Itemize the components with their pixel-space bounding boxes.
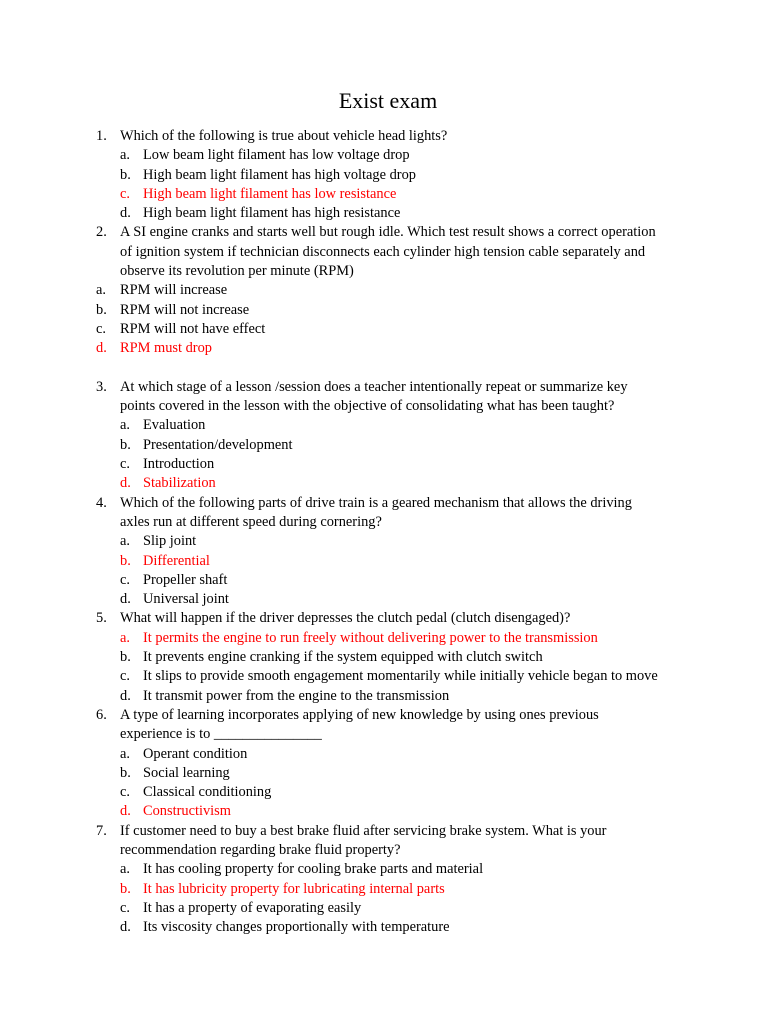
option-4a	[0, 532, 768, 551]
option-text: Operant condition	[143, 745, 248, 762]
option-4b-correct	[0, 552, 768, 571]
option-letter: c.	[120, 784, 130, 801]
question-6-line-1	[0, 706, 768, 725]
option-letter: c.	[96, 320, 106, 337]
option-letter: b.	[120, 649, 131, 666]
question-number: 4.	[96, 494, 107, 511]
option-letter: c.	[120, 571, 130, 588]
question-4-line-2	[0, 513, 768, 532]
option-text: Universal joint	[143, 591, 229, 608]
question-number: 5.	[96, 610, 107, 627]
option-letter: a.	[96, 282, 106, 299]
option-2b	[0, 301, 768, 320]
option-text: Its viscosity changes proportionally with temperature	[143, 919, 450, 936]
option-letter: a.	[120, 745, 130, 762]
question-text: Which of the following parts of drive train is a geared mechanism that allows the driving	[120, 494, 632, 511]
question-5-line-1	[0, 609, 768, 628]
option-text: Introduction	[143, 456, 215, 473]
option-text: It prevents engine cranking if the system equipped with clutch switch	[143, 649, 543, 666]
question-number: 2.	[96, 224, 107, 241]
option-text: Social learning	[143, 764, 230, 781]
option-text: Differential	[143, 552, 210, 569]
option-letter: b.	[120, 764, 131, 781]
option-1c-correct	[0, 185, 768, 204]
question-number: 7.	[96, 822, 107, 839]
question-text: recommendation regarding brake fluid property?	[120, 841, 401, 858]
option-6a	[0, 745, 768, 764]
option-text: It has lubricity property for lubricating internal parts	[143, 880, 445, 897]
option-5b	[0, 648, 768, 667]
option-text: It slips to provide smooth engagement momentarily while initially vehicle began to move	[143, 668, 658, 685]
option-text: Low beam light filament has low voltage drop	[143, 147, 410, 164]
option-7a	[0, 860, 768, 879]
question-7-line-1	[0, 822, 768, 841]
option-6d-correct	[0, 802, 768, 821]
option-3d-correct	[0, 474, 768, 493]
option-text: Evaluation	[143, 417, 206, 434]
option-letter: d.	[120, 803, 131, 820]
option-letter: c.	[120, 899, 130, 916]
option-letter: d.	[120, 591, 131, 608]
question-3-line-1	[0, 378, 768, 397]
question-number: 3.	[96, 378, 107, 395]
option-letter: d.	[120, 475, 131, 492]
option-text: Propeller shaft	[143, 571, 228, 588]
question-list	[0, 127, 768, 937]
option-letter: a.	[120, 417, 130, 434]
option-6c	[0, 783, 768, 802]
question-text: observe its revolution per minute (RPM)	[120, 263, 354, 280]
option-letter: b.	[96, 301, 107, 318]
option-text: Constructivism	[143, 803, 231, 820]
option-text: High beam light filament has high resistance	[143, 205, 401, 222]
option-letter: c.	[120, 456, 130, 473]
option-text: High beam light filament has low resistance	[143, 185, 397, 202]
option-2d-correct	[0, 339, 768, 358]
question-text: What will happen if the driver depresses the clutch pedal (clutch disengaged)?	[120, 610, 571, 627]
option-3c	[0, 455, 768, 474]
option-text: High beam light filament has high voltage drop	[143, 166, 416, 183]
question-number: 1.	[96, 128, 107, 144]
option-1d	[0, 204, 768, 223]
option-text: Slip joint	[143, 533, 197, 550]
option-3b	[0, 436, 768, 455]
option-letter: a.	[120, 147, 130, 164]
question-1-line-1	[0, 127, 768, 146]
option-letter: d.	[120, 919, 131, 936]
option-letter: c.	[120, 185, 130, 202]
option-letter: a.	[120, 629, 130, 646]
question-3-line-2	[0, 397, 768, 416]
option-letter: b.	[120, 166, 131, 183]
question-2-line-2	[0, 243, 768, 262]
option-5c	[0, 667, 768, 686]
option-2a	[0, 281, 768, 300]
question-text: A SI engine cranks and starts well but rough idle. Which test result shows a correct operation	[120, 224, 656, 241]
option-text: It permits the engine to run freely without delivering power to the transmission	[143, 629, 598, 646]
option-text: Stabilization	[143, 475, 216, 492]
question-2-line-1	[0, 223, 768, 242]
option-4c	[0, 571, 768, 590]
question-2-line-3	[0, 262, 768, 281]
option-2c	[0, 320, 768, 339]
question-6-line-2	[0, 725, 768, 744]
option-letter: b.	[120, 436, 131, 453]
option-letter: a.	[120, 861, 130, 878]
option-text: RPM will not increase	[120, 301, 250, 318]
question-text: experience is to _______________	[120, 726, 322, 743]
option-text: Classical conditioning	[143, 784, 272, 801]
question-text: Which of the following is true about vehicle head lights?	[120, 128, 448, 144]
option-1a	[0, 146, 768, 165]
option-7c	[0, 899, 768, 918]
option-3a	[0, 416, 768, 435]
blank-line	[0, 359, 768, 378]
option-4d	[0, 590, 768, 609]
question-number: 6.	[96, 706, 107, 723]
option-5d	[0, 687, 768, 706]
question-text: points covered in the lesson with the objective of consolidating what has been taught?	[120, 398, 615, 415]
option-letter: d.	[96, 340, 107, 357]
question-text: A type of learning incorporates applying of new knowledge by using ones previous	[120, 706, 599, 723]
page-title: Exist exam	[338, 88, 438, 113]
option-letter: a.	[120, 533, 130, 550]
option-text: It transmit power from the engine to the transmission	[143, 687, 450, 704]
option-7b-correct	[0, 880, 768, 899]
question-text: of ignition system if technician disconnects each cylinder high tension cable separately and	[120, 243, 646, 260]
option-7d	[0, 918, 768, 937]
option-letter: c.	[120, 668, 130, 685]
question-7-line-2	[0, 841, 768, 860]
option-letter: d.	[120, 687, 131, 704]
option-text: It has a property of evaporating easily	[143, 899, 362, 916]
option-letter: b.	[120, 880, 131, 897]
option-letter: b.	[120, 552, 131, 569]
question-4-line-1	[0, 494, 768, 513]
question-text: If customer need to buy a best brake fluid after servicing brake system. What is your	[120, 822, 607, 839]
option-6b	[0, 764, 768, 783]
option-text: RPM will increase	[120, 282, 228, 299]
option-text: It has cooling property for cooling brake parts and material	[143, 861, 484, 878]
question-text: At which stage of a lesson /session does a teacher intentionally repeat or summarize key	[120, 378, 628, 395]
question-text: axles run at different speed during cornering?	[120, 513, 382, 530]
option-text: RPM will not have effect	[120, 320, 266, 337]
option-text: Presentation/development	[143, 436, 293, 453]
option-1b	[0, 166, 768, 185]
option-letter: d.	[120, 205, 131, 222]
option-text: RPM must drop	[120, 340, 212, 357]
option-5a-correct	[0, 629, 768, 648]
